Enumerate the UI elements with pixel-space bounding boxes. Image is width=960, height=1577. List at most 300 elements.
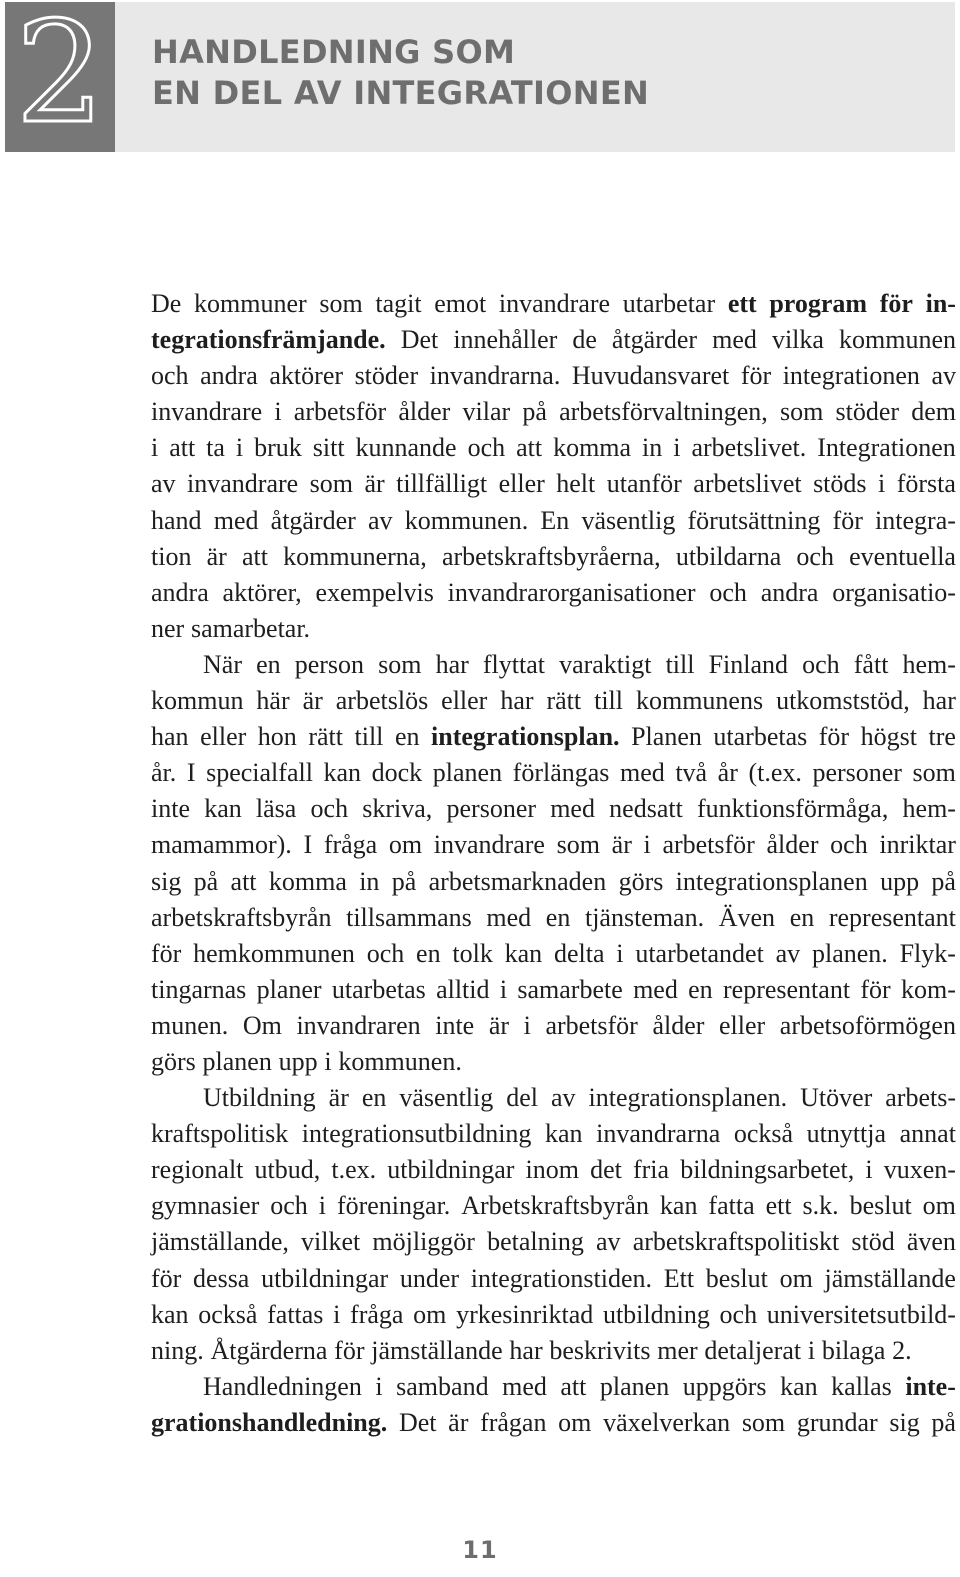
word: och xyxy=(270,1191,308,1221)
word: tingarnas xyxy=(151,974,247,1004)
word: regionalt xyxy=(151,1155,244,1185)
word: till xyxy=(594,686,624,716)
word: ett xyxy=(765,1191,792,1221)
word: arbetskraftspolitiskt xyxy=(632,1227,840,1257)
word: bruk xyxy=(254,433,302,463)
word: läsa xyxy=(255,794,297,824)
word: för xyxy=(860,974,891,1004)
word: i xyxy=(807,1335,816,1365)
bold-term: tegrationsfrämjande. xyxy=(151,325,386,355)
word: munen. xyxy=(151,1010,229,1040)
word: Arbetskraftsbyrån xyxy=(461,1191,649,1221)
word: invandraren xyxy=(296,1010,421,1040)
word: betalning xyxy=(487,1227,584,1257)
word: att xyxy=(560,1371,587,1401)
word: dessa xyxy=(193,1263,250,1293)
word: i xyxy=(333,1299,341,1329)
word: fattas xyxy=(267,1299,324,1329)
word: hem- xyxy=(902,649,956,679)
word: av xyxy=(596,1227,621,1257)
word: i xyxy=(274,397,282,427)
word: som xyxy=(912,758,956,788)
word: Även xyxy=(718,902,776,932)
word: en xyxy=(416,938,441,968)
word: och xyxy=(151,361,189,391)
word: representant xyxy=(723,974,851,1004)
word: utnyttja xyxy=(806,1119,887,1149)
word: arbets- xyxy=(885,1083,956,1113)
word: kom- xyxy=(901,974,956,1004)
word: en xyxy=(688,974,713,1004)
word: dem xyxy=(911,397,956,427)
word: arbetsoförmögen xyxy=(779,1010,956,1040)
bold-term: in- xyxy=(925,289,956,318)
word: skriva, xyxy=(362,794,433,824)
word: en xyxy=(545,902,571,932)
word: upp xyxy=(880,866,920,896)
word: på xyxy=(931,1407,956,1437)
word: person xyxy=(294,649,365,679)
word: i xyxy=(324,1046,332,1076)
word: s.k. xyxy=(802,1191,839,1221)
word: Utöver xyxy=(800,1083,873,1113)
word: också xyxy=(733,1119,794,1149)
word: beslut xyxy=(849,1191,912,1221)
text-line xyxy=(151,358,956,394)
word: Huvudansvaret xyxy=(571,361,730,391)
body-text xyxy=(151,286,956,1441)
word: kan xyxy=(780,1371,818,1401)
text-line xyxy=(151,1224,956,1260)
word: utarbetas xyxy=(331,974,426,1004)
word: arbetsför xyxy=(545,1010,638,1040)
word: en xyxy=(789,902,815,932)
word: en xyxy=(256,649,281,679)
word: är xyxy=(206,541,227,571)
word: ta xyxy=(206,433,225,463)
word: och xyxy=(709,577,747,607)
word: två xyxy=(675,758,708,788)
word: för xyxy=(818,722,850,752)
word: integrationen xyxy=(782,361,920,391)
word: helt xyxy=(556,469,596,499)
bold-term: grationshandledning. xyxy=(151,1407,388,1437)
word: görs xyxy=(151,1046,196,1076)
word: ner xyxy=(151,613,185,643)
word: Handledningen xyxy=(203,1371,362,1401)
word: Det xyxy=(398,1407,437,1437)
bold-term: program xyxy=(769,289,868,318)
word: uppgörs xyxy=(682,1371,767,1401)
word: beslut xyxy=(705,1263,768,1293)
word: kommun xyxy=(151,686,244,716)
word: delta xyxy=(553,938,605,968)
word: tjänsteman. xyxy=(584,902,705,932)
word: utarbetas xyxy=(713,722,808,752)
word: av xyxy=(550,1083,576,1113)
word: yrkesinriktad xyxy=(456,1299,594,1329)
word: jämställande, xyxy=(151,1227,289,1257)
word: dock xyxy=(371,758,423,788)
word: förutsättning xyxy=(687,505,821,535)
word: är xyxy=(364,469,385,499)
text-line xyxy=(151,575,956,611)
word: kommunerna, xyxy=(283,541,427,571)
word: och xyxy=(802,649,840,679)
text-line xyxy=(151,1152,956,1188)
word: hemkommunen xyxy=(193,938,355,968)
word: att xyxy=(169,433,196,463)
word: kommunen. xyxy=(404,505,529,535)
word: invandrare xyxy=(151,397,263,427)
word: fråga xyxy=(350,1299,404,1329)
word: detaljerat xyxy=(704,1335,802,1365)
word: in xyxy=(642,433,663,463)
word: har xyxy=(500,686,534,716)
word: med xyxy=(502,1371,547,1401)
text-line xyxy=(151,719,956,755)
word: sig xyxy=(151,866,182,896)
word: vilket xyxy=(301,1227,361,1257)
word: planen. xyxy=(811,938,888,968)
word: och xyxy=(467,433,506,463)
word: tagit xyxy=(375,289,422,318)
text-line xyxy=(151,1188,956,1224)
word: personer xyxy=(446,794,537,824)
word: om xyxy=(413,1299,447,1329)
word: utbildarna xyxy=(675,541,782,571)
text-line xyxy=(151,1261,956,1297)
word: i xyxy=(151,433,159,463)
chapter-title xyxy=(152,32,852,114)
word: en xyxy=(361,1083,387,1113)
word: av xyxy=(931,361,956,391)
word: organisatio- xyxy=(832,577,956,607)
word: har xyxy=(509,1335,543,1365)
word: eller xyxy=(498,469,545,499)
word: samarbetar. xyxy=(190,613,311,643)
word: eller xyxy=(719,1010,766,1040)
word: annat xyxy=(899,1119,956,1149)
word: ning. xyxy=(151,1335,204,1365)
text-line xyxy=(151,864,956,900)
word: ålder xyxy=(652,1010,705,1040)
word: och xyxy=(830,830,868,860)
word: har xyxy=(435,649,469,679)
word: sitt xyxy=(312,433,345,463)
word: en xyxy=(394,722,420,752)
word: med xyxy=(619,758,665,788)
word: kommuner xyxy=(194,289,307,318)
word: i xyxy=(673,433,681,463)
word: i xyxy=(318,1191,326,1221)
word: som xyxy=(741,1407,786,1437)
word: alltid xyxy=(436,974,490,1004)
word: på xyxy=(931,866,956,896)
word: fatta xyxy=(708,1191,755,1221)
word: arbetsför xyxy=(662,830,755,860)
word: andra xyxy=(760,577,819,607)
word: 2. xyxy=(892,1335,912,1365)
word: som xyxy=(309,469,353,499)
text-line xyxy=(151,936,956,972)
word: kommunen xyxy=(839,325,956,355)
word: är xyxy=(611,830,632,860)
word: är xyxy=(488,1010,510,1040)
word: universitetsutbild- xyxy=(766,1299,956,1329)
word: arbetslivet xyxy=(693,469,802,499)
word: bilaga xyxy=(821,1335,886,1365)
word: med xyxy=(712,325,757,355)
word: i xyxy=(523,1010,531,1040)
word: fria xyxy=(632,1155,670,1185)
word: Åtgärderna xyxy=(210,1335,328,1365)
word: eller xyxy=(200,722,247,752)
word: hem- xyxy=(902,794,956,824)
word: år. xyxy=(151,758,177,788)
word: arbetskraftsbyrån xyxy=(151,902,332,932)
word: av xyxy=(368,505,393,535)
text-line xyxy=(151,1333,956,1369)
word: personer xyxy=(812,758,902,788)
word: del xyxy=(506,1083,538,1113)
word: växelverkan xyxy=(603,1407,731,1437)
word: högst xyxy=(860,722,917,752)
word: förlängas xyxy=(512,758,610,788)
word: I xyxy=(303,830,313,860)
word: En xyxy=(540,505,570,535)
word: har xyxy=(922,686,956,716)
word: integra- xyxy=(875,505,956,535)
word: är xyxy=(302,686,323,716)
word: funktionsförmåga, xyxy=(697,794,889,824)
word: mer xyxy=(657,1335,698,1365)
word: arbetsmarknaden xyxy=(428,866,607,896)
word: arbetsförvaltningen, xyxy=(559,397,768,427)
word: vuxen- xyxy=(883,1155,956,1185)
word: med xyxy=(213,505,259,535)
word: komma xyxy=(553,433,632,463)
word: första xyxy=(896,469,956,499)
word: utkomststöd, xyxy=(776,686,910,716)
word: stöder xyxy=(354,361,419,391)
word: på xyxy=(193,866,219,896)
word: utbildning xyxy=(602,1299,710,1329)
word: tillfälligt xyxy=(396,469,488,499)
word: innehåller xyxy=(453,325,558,355)
word: fått xyxy=(853,649,889,679)
word: kraftspolitisk xyxy=(151,1119,289,1149)
word: i xyxy=(235,433,244,463)
word: kan xyxy=(504,938,543,968)
word: invandrarna xyxy=(596,1119,721,1149)
chapter-number-box xyxy=(5,0,115,155)
word: kan xyxy=(323,758,362,788)
text-line xyxy=(151,1369,956,1405)
page-number: 11 xyxy=(462,1536,498,1564)
word: invandrare xyxy=(187,469,299,499)
text-line xyxy=(151,466,956,502)
word: upp xyxy=(278,1046,318,1076)
text-line xyxy=(151,1405,956,1441)
word: som xyxy=(779,397,824,427)
word: nedsatt xyxy=(609,794,683,824)
chapter-title-line: HANDLEDNING SOM xyxy=(152,33,516,71)
word: på xyxy=(522,397,547,427)
word: arbetskraftsbyråerna, xyxy=(441,541,661,571)
word: tion xyxy=(151,541,192,571)
word: invandrarna. xyxy=(429,361,561,391)
word: exempelvis xyxy=(315,577,434,607)
word: som xyxy=(319,289,363,318)
text-line xyxy=(151,683,956,719)
text-line xyxy=(151,755,956,791)
word: föreningar. xyxy=(336,1191,451,1221)
word: som xyxy=(556,830,600,860)
word: hon xyxy=(257,722,297,752)
word: att xyxy=(241,541,268,571)
word: inte xyxy=(151,794,190,824)
word: år xyxy=(717,758,738,788)
word: beskrivits xyxy=(549,1335,651,1365)
word: av xyxy=(151,469,176,499)
bold-term: ett xyxy=(727,289,757,318)
word: att xyxy=(230,866,257,896)
word: jämställande xyxy=(824,1263,956,1293)
word: vilka xyxy=(771,325,824,355)
word: Planen xyxy=(631,722,702,752)
word: de xyxy=(572,325,597,355)
word: invandrare xyxy=(433,830,545,860)
word: om xyxy=(779,1263,813,1293)
word: i xyxy=(499,974,508,1004)
word: kan xyxy=(204,794,242,824)
word: utbildningar xyxy=(387,1155,515,1185)
text-line xyxy=(151,972,956,1008)
word: planen xyxy=(432,758,503,788)
word: och xyxy=(310,794,349,824)
word: tre xyxy=(928,722,956,752)
word: om xyxy=(922,1191,956,1221)
word: komma xyxy=(268,866,347,896)
word: gymnasier xyxy=(151,1191,260,1221)
word: jämställande xyxy=(371,1335,503,1365)
text-line xyxy=(151,394,956,430)
text-line xyxy=(151,1080,956,1116)
word: kan xyxy=(545,1119,583,1149)
chapter-number: 2 xyxy=(15,0,105,155)
word: ålder xyxy=(398,397,451,427)
word: specialfall xyxy=(206,758,313,788)
word: utarbetar xyxy=(622,289,716,318)
word: invandrarorganisationer xyxy=(447,577,696,607)
word: som xyxy=(378,649,422,679)
word: aktörer xyxy=(269,361,344,391)
word: Ett xyxy=(663,1263,695,1293)
word: ålder xyxy=(766,830,819,860)
word: kan xyxy=(659,1191,698,1221)
word: samband xyxy=(396,1371,489,1401)
word: Finland xyxy=(708,649,789,679)
word: för xyxy=(151,1263,182,1293)
word: för xyxy=(832,505,863,535)
word: om xyxy=(558,1407,592,1437)
word: integrationsplanen. xyxy=(588,1083,788,1113)
word: i xyxy=(643,830,651,860)
word: inte xyxy=(435,1010,475,1040)
word: är xyxy=(448,1407,469,1437)
word: aktörer, xyxy=(222,577,302,607)
bold-term: för xyxy=(879,289,913,318)
word: görs xyxy=(618,866,664,896)
word: grundar xyxy=(796,1407,878,1437)
word: i xyxy=(616,938,624,968)
word: och xyxy=(366,938,405,968)
word: emot xyxy=(434,289,487,318)
word: I xyxy=(186,758,196,788)
word: på xyxy=(391,866,417,896)
word: andra xyxy=(151,577,209,607)
word: Det xyxy=(400,325,439,355)
word: integrationsplanen xyxy=(675,866,868,896)
word: i xyxy=(865,1155,873,1185)
text-line xyxy=(151,1297,956,1333)
word: utanför xyxy=(606,469,682,499)
word: inriktar xyxy=(879,830,956,860)
word: (t.ex. xyxy=(748,758,802,788)
word: till xyxy=(354,722,384,752)
word: invandrare xyxy=(498,289,611,318)
word: Utbildning xyxy=(203,1083,316,1113)
word: stöder xyxy=(835,397,900,427)
word: varaktigt xyxy=(559,649,652,679)
word: stöds xyxy=(813,469,867,499)
word: och xyxy=(796,541,834,571)
word: samarbete xyxy=(517,974,623,1004)
word: De xyxy=(151,289,182,318)
word: också xyxy=(198,1299,258,1329)
word: Integrationen xyxy=(817,433,956,463)
text-line xyxy=(151,322,956,358)
text-line xyxy=(151,430,956,466)
word: integrationstiden. xyxy=(470,1263,653,1293)
word: kommunens xyxy=(635,686,764,716)
word: rätt xyxy=(546,686,582,716)
word: i xyxy=(375,1371,383,1401)
text-line xyxy=(151,900,956,936)
text-line xyxy=(151,503,956,539)
word: utbud, xyxy=(254,1155,321,1185)
word: sig xyxy=(889,1407,920,1437)
word: det xyxy=(590,1155,622,1185)
word: eller xyxy=(441,686,488,716)
word: flyttat xyxy=(482,649,545,679)
word: väsentlig xyxy=(581,505,676,535)
word: arbetsför xyxy=(293,397,387,427)
bold-term: integrationsplan. xyxy=(431,722,620,752)
word: hand xyxy=(151,505,202,535)
word: Flyk- xyxy=(899,938,956,968)
word: åtgärder xyxy=(611,325,698,355)
word: kommunen. xyxy=(338,1046,462,1076)
chapter-title-line: EN DEL AV INTEGRATIONEN xyxy=(152,74,650,112)
word: för xyxy=(740,361,772,391)
word: representant xyxy=(828,902,956,932)
word: möjliggör xyxy=(372,1227,475,1257)
text-line xyxy=(151,1008,956,1044)
word: utbildningar xyxy=(261,1263,389,1293)
text-line xyxy=(151,791,956,827)
